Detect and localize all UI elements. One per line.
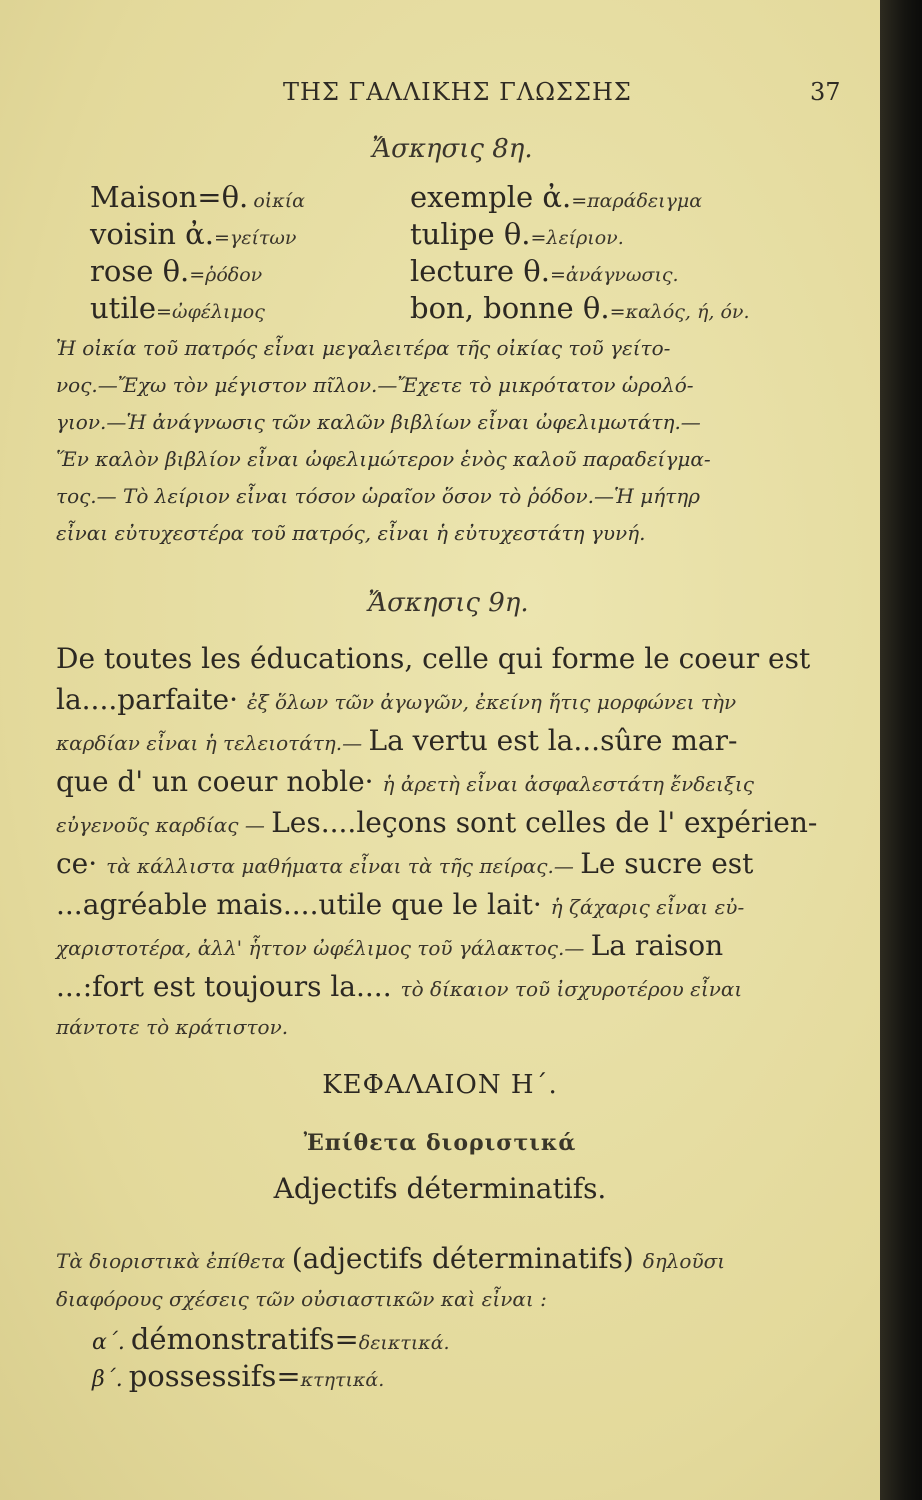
- vocab-greek: =καλός, ή, όν.: [609, 301, 750, 323]
- greek-text: εὐγενοῦς καρδίας —: [56, 813, 272, 837]
- french-text: La raison: [590, 929, 724, 962]
- text-line: [56, 1240, 846, 1281]
- french-text: De toutes les éducations, celle qui forme le coeur est: [56, 642, 811, 675]
- chapter-title: ΚΕΦΑΛΑΙΟΝ Η΄.: [322, 1070, 558, 1100]
- vocab-french: tulipe θ.: [410, 217, 531, 251]
- greek-text: πάντοτε τὸ κράτιστον.: [56, 1015, 289, 1039]
- list-greek: κτητικά.: [300, 1369, 385, 1391]
- text-line: [56, 845, 846, 886]
- greek-text: ἐξ ὅλων τῶν ἀγωγῶν, ἐκείνη ἥτις μορφώνει τὴν: [246, 690, 737, 714]
- french-text: La vertu est la...sûre mar-: [368, 724, 738, 757]
- page-header: [0, 78, 880, 114]
- exercise-8-heading: Ἄσκησις 8η.: [372, 134, 533, 164]
- vocab-row: [90, 254, 850, 291]
- greek-text: ἡ ἀρετὴ εἶναι ἀσφαλεστάτη ἔνδειξις: [382, 772, 754, 796]
- french-chapter-subtitle: Adjectifs déterminatifs.: [273, 1172, 607, 1205]
- greek-chapter-subtitle: Ἐπίθετα διοριστικά: [303, 1130, 577, 1156]
- page-number: 37: [810, 78, 841, 106]
- vocab-french: rose θ.: [90, 254, 190, 288]
- text-line: Ἕν καλὸν βιβλίον εἶναι ὠφελιμώτερον ἑνὸς καλοῦ παραδείγμα-: [56, 447, 711, 471]
- french-text: ce·: [56, 847, 107, 880]
- text-line: νος.—Ἔχω τὸν μέγιστον πῖλον.—Ἔχετε τὸ μικρότατον ὡρολό-: [56, 373, 694, 397]
- vocab-greek: οἰκία: [253, 190, 305, 212]
- running-title: ΤΗΣ ΓΑΛΛΙΚΗΣ ΓΛΩΣΣΗΣ: [283, 78, 632, 106]
- vocab-french: exemple ἀ.: [410, 180, 572, 214]
- french-text: Le sucre est: [580, 847, 754, 880]
- french-text: ...:fort est toujours la....: [56, 970, 401, 1003]
- text-line: [56, 804, 846, 845]
- greek-text: χαριστοτέρα, ἀλλ' ἧττον ὠφέλιμος τοῦ γάλακτος.—: [56, 936, 591, 960]
- vocab-greek: =ῥόδον: [189, 264, 263, 286]
- vocab-french: utile: [90, 291, 157, 325]
- page-edge-shadow: [880, 0, 922, 1500]
- greek-text: καρδίαν εἶναι ἡ τελειοτάτη.—: [56, 731, 369, 755]
- vocab-greek: =παράδειγμα: [571, 190, 703, 212]
- vocabulary-list: [90, 180, 850, 328]
- greek-text: τὰ κάλλιστα μαθήματα εἶναι τὰ τῆς πείρας.—: [106, 854, 581, 878]
- intro-text: [56, 1240, 846, 1319]
- text-line: Ἡ οἰκία τοῦ πατρός εἶναι μεγαλειτέρα τῆς οἰκίας τοῦ γείτο-: [56, 336, 671, 360]
- list-item: [92, 1322, 852, 1359]
- french-text: ...agréable mais....utile que le lait·: [56, 888, 551, 921]
- exercise-8-text: [56, 330, 846, 552]
- greek-text: ἡ ζάχαρις εἶναι εὐ-: [550, 895, 745, 919]
- vocab-greek: =γείτων: [213, 227, 297, 249]
- list-french: démonstratifs=: [130, 1322, 359, 1356]
- list-marker: β΄.: [92, 1367, 123, 1392]
- vocab-greek: =ἀνάγνωσις.: [549, 264, 679, 286]
- vocab-french: lecture θ.: [410, 254, 550, 288]
- text-line: γιον.—Ἡ ἀνάγνωσις τῶν καλῶν βιβλίων εἶναι ὠφελιμωτάτη.—: [56, 410, 701, 434]
- text-line: [56, 1009, 846, 1047]
- greek-text: διαφόρους σχέσεις τῶν οὐσιαστικῶν καὶ εἶναι :: [56, 1287, 547, 1311]
- vocab-french: Maison=θ.: [90, 180, 249, 214]
- vocab-greek: =ὠφέλιμος: [156, 301, 265, 323]
- text-line: [56, 640, 846, 681]
- list-french: possessifs=: [128, 1359, 301, 1393]
- vocab-row: [90, 291, 850, 328]
- french-text: que d' un coeur noble·: [56, 765, 383, 798]
- determinatives-list: [92, 1322, 852, 1396]
- exercise-9-text: [56, 640, 846, 1047]
- greek-text: τὸ δίκαιον τοῦ ἰσχυροτέρου εἶναι: [400, 977, 743, 1001]
- vocab-french: bon, bonne θ.: [410, 291, 610, 325]
- greek-text: Τὰ διοριστικὰ ἐπίθετα: [56, 1249, 292, 1273]
- text-line: εἶναι εὐτυχεστέρα τοῦ πατρός, εἶναι ἡ εὐτυχεστάτη γυνή.: [56, 521, 646, 545]
- text-line: [56, 886, 846, 927]
- vocab-french: voisin ἀ.: [90, 217, 214, 251]
- french-text: (adjectifs déterminatifs): [291, 1242, 643, 1275]
- text-line: [56, 927, 846, 968]
- text-line: τος.— Τὸ λείριον εἶναι τόσον ὡραῖον ὅσον τὸ ῥόδον.—Ἡ μήτηρ: [56, 484, 700, 508]
- list-marker: α΄.: [92, 1330, 125, 1355]
- list-item: [92, 1359, 852, 1396]
- exercise-9-heading: Ἄσκησις 9η.: [368, 588, 529, 618]
- vocab-row: [90, 217, 850, 254]
- vocab-row: [90, 180, 850, 217]
- text-line: [56, 681, 846, 722]
- text-line: [56, 1281, 846, 1319]
- text-line: [56, 763, 846, 804]
- french-text: la....parfaite·: [56, 683, 247, 716]
- vocab-greek: =λείριον.: [530, 227, 624, 249]
- text-line: [56, 722, 846, 763]
- french-text: Les....leçons sont celles de l' expérien-: [271, 806, 818, 839]
- greek-text: δηλοῦσι: [642, 1249, 726, 1273]
- text-line: [56, 968, 846, 1009]
- list-greek: δεικτικά.: [358, 1332, 450, 1354]
